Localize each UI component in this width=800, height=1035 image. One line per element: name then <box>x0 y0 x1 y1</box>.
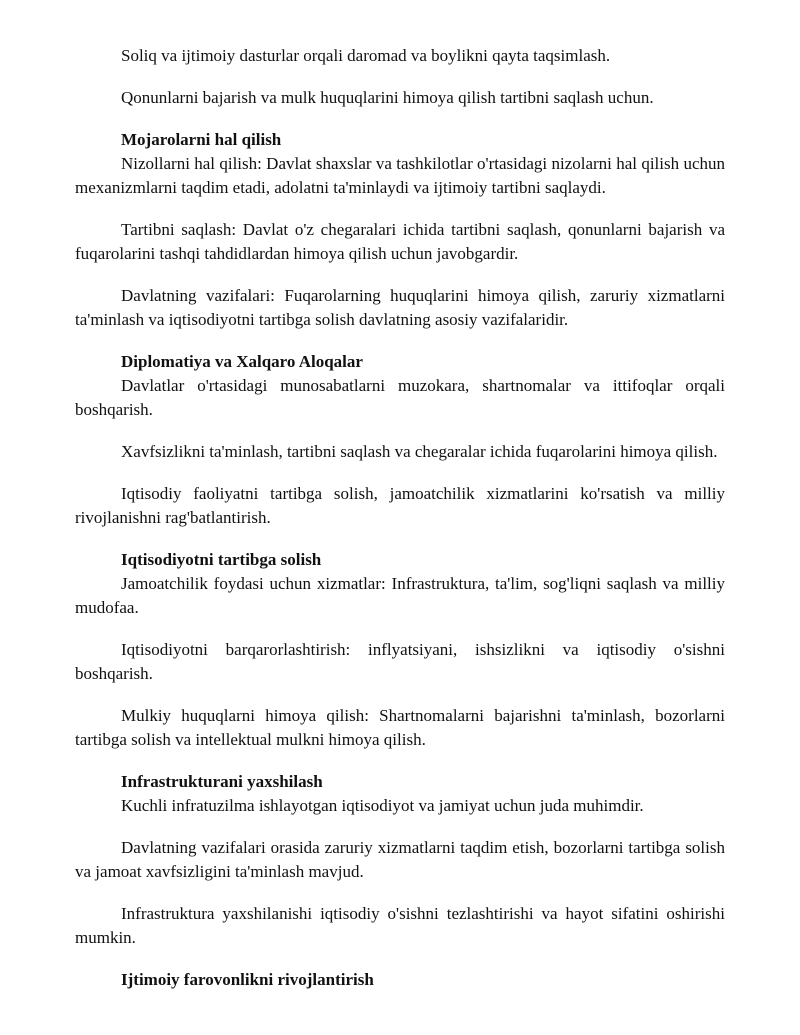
paragraph: Soliq va ijtimoiy dasturlar orqali daromad va boylikni qayta taqsimlash. <box>121 46 611 65</box>
section-heading: Iqtisodiyotni tartibga solish <box>121 550 322 569</box>
paragraph: Jamoatchilik foydasi uchun xizmatlar: Infrastruktura, ta'lim, sog'liqni saqlash va milliy mudofaa. <box>75 574 725 617</box>
paragraph: Mulkiy huquqlarni himoya qilish: Shartnomalarni bajarishni ta'minlash, bozorlarni tartibga solish va intellektual mulkni himoya qilish. <box>75 706 725 749</box>
paragraph: Iqtisodiyotni barqarorlashtirish: inflyatsiyani, ishsizlikni va iqtisodiy o'sishni boshqarish. <box>75 640 725 683</box>
section-heading: Mojarolarni hal qilish <box>121 130 282 149</box>
paragraph: Kuchli infratuzilma ishlayotgan iqtisodiyot va jamiyat uchun juda muhimdir. <box>121 796 644 815</box>
paragraph: Infrastruktura yaxshilanishi iqtisodiy o'sishni tezlashtirishi va hayot sifatini oshirishi mumkin. <box>75 904 725 947</box>
paragraph: Tartibni saqlash: Davlat o'z chegaralari ichida tartibni saqlash, qonunlarni bajarish va fuqarolarini tashqi tahdidlardan himoya qilish uchun javobgardir. <box>75 220 725 263</box>
section-heading: Ijtimoiy farovonlikni rivojlantirish <box>121 970 374 989</box>
paragraph: Davlatlar o'rtasidagi munosabatlarni muzokara, shartnomalar va ittifoqlar orqali boshqarish. <box>75 376 725 419</box>
paragraph: Nizollarni hal qilish: Davlat shaxslar va tashkilotlar o'rtasidagi nizolarni hal qilish uchun mexanizmlarni taqdim etadi, adolatni ta'minlaydi va ijtimoiy tartibni saqlaydi. <box>75 154 725 197</box>
paragraph: Qonunlarni bajarish va mulk huquqlarini himoya qilish tartibni saqlash uchun. <box>121 88 654 107</box>
section-heading: Diplomatiya va Xalqaro Aloqalar <box>121 352 363 371</box>
paragraph: Davlatning vazifalari: Fuqarolarning huquqlarini himoya qilish, zaruriy xizmatlarni ta'minlash va iqtisodiyotni tartibga solish davlatning asosiy vazifalaridir. <box>75 286 725 329</box>
section-heading: Infrastrukturani yaxshilash <box>121 772 323 791</box>
paragraph: Xavfsizlikni ta'minlash, tartibni saqlash va chegaralar ichida fuqarolarini himoya qilish. <box>121 442 718 461</box>
paragraph: Davlatning vazifalari orasida zaruriy xizmatlarni taqdim etish, bozorlarni tartibga solish va jamoat xavfsizligini ta'minlash mavjud. <box>75 838 725 881</box>
paragraph: Iqtisodiy faoliyatni tartibga solish, jamoatchilik xizmatlarini ko'rsatish va milliy rivojlanishni rag'batlantirish. <box>75 484 725 527</box>
